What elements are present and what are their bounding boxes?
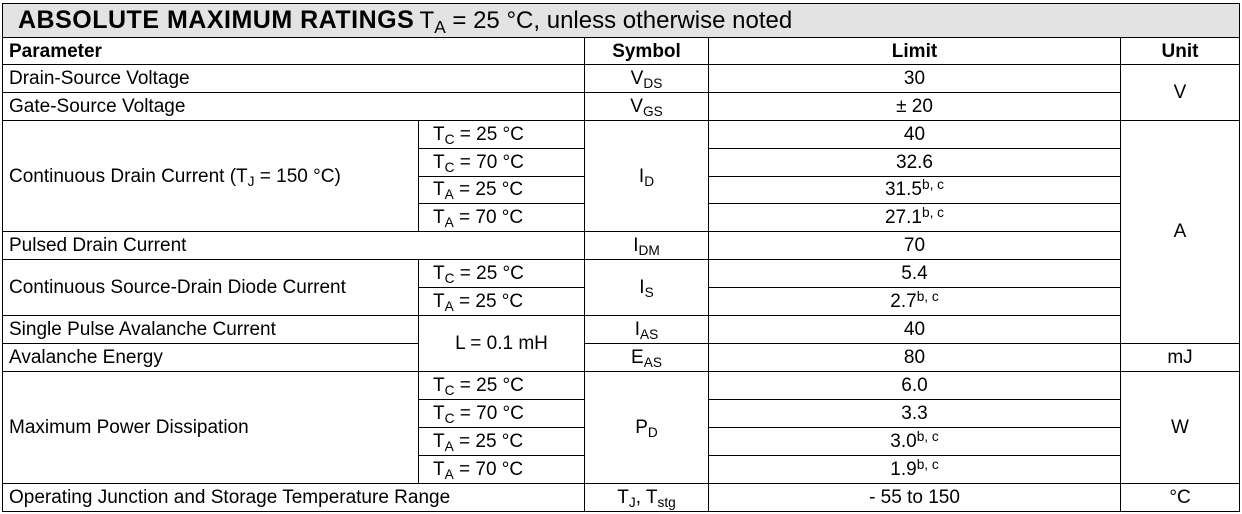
table-row <box>3 372 1240 400</box>
symbol-vds: $V_{DS}$ <box>585 64 709 92</box>
header-symbol: Symbol <box>585 38 709 64</box>
limit-vds: 30 <box>709 64 1121 92</box>
table-row <box>3 483 1240 511</box>
unit-volt: V <box>1121 64 1240 120</box>
condition-cell: $T_C = 70$ °C <box>419 148 585 176</box>
condition-cell: $T_A = 70$ °C <box>419 455 585 483</box>
param-drain-source-voltage: Drain-Source Voltage <box>3 64 585 92</box>
unit-watt: W <box>1121 372 1240 484</box>
condition-inductance: L = 0.1 mH <box>419 316 585 372</box>
param-single-pulse-avalanche-current: Single Pulse Avalanche Current <box>3 316 419 344</box>
limit-temperature-range: - 55 to 150 <box>709 483 1121 511</box>
table-row <box>3 344 1240 372</box>
unit-millijoule: mJ <box>1121 344 1240 372</box>
limit-eas: 80 <box>709 344 1121 372</box>
condition-cell: $T_C = 25$ °C <box>419 372 585 400</box>
table-title-condition: $T_A = 25$ °C, unless otherwise noted <box>419 7 793 38</box>
limit-cell: 31.5$^{b, c}$ <box>709 176 1121 204</box>
param-continuous-drain-current: Continuous Drain Current ($T_J = 150$ °C) <box>3 120 419 232</box>
table-row <box>3 92 1240 120</box>
limit-cell: 27.1$^{b, c}$ <box>709 204 1121 232</box>
limit-idm: 70 <box>709 232 1121 260</box>
symbol-eas: $E_{AS}$ <box>585 344 709 372</box>
symbol-idm: $I_{DM}$ <box>585 232 709 260</box>
param-gate-source-voltage: Gate-Source Voltage <box>3 92 585 120</box>
limit-cell: 40 <box>709 120 1121 148</box>
condition-cell: $T_C = 25$ °C <box>419 120 585 148</box>
limit-cell: 5.4 <box>709 260 1121 288</box>
symbol-id: $I_D$ <box>585 120 709 232</box>
limit-cell: 2.7$^{b, c}$ <box>709 288 1121 316</box>
symbol-ias: $I_{AS}$ <box>585 316 709 344</box>
param-junction-storage-temperature: Operating Junction and Storage Temperature Range <box>3 483 585 511</box>
symbol-tj-tstg: $T_J$, $T_{stg}$ <box>585 483 709 511</box>
condition-cell: $T_C = 70$ °C <box>419 400 585 428</box>
symbol-pd: $P_D$ <box>585 372 709 484</box>
limit-vgs: ± 20 <box>709 92 1121 120</box>
limit-cell: 3.0$^{b, c}$ <box>709 427 1121 455</box>
unit-celsius: °C <box>1121 483 1240 511</box>
table-title-main: ABSOLUTE MAXIMUM RATINGS <box>18 6 415 35</box>
limit-ias: 40 <box>709 316 1121 344</box>
table-row <box>3 232 1240 260</box>
symbol-is: $I_S$ <box>585 260 709 316</box>
condition-cell: $T_C = 25$ °C <box>419 260 585 288</box>
param-max-power-dissipation: Maximum Power Dissipation <box>3 372 419 484</box>
table-row <box>3 64 1240 92</box>
absolute-maximum-ratings-table <box>2 3 1240 512</box>
limit-cell: 32.6 <box>709 148 1121 176</box>
condition-cell: $T_A = 25$ °C <box>419 288 585 316</box>
table-row <box>3 316 1240 344</box>
condition-cell: $T_A = 25$ °C <box>419 176 585 204</box>
header-unit: Unit <box>1121 38 1240 64</box>
param-source-drain-diode-current: Continuous Source-Drain Diode Current <box>3 260 419 316</box>
param-avalanche-energy: Avalanche Energy <box>3 344 419 372</box>
limit-cell: 3.3 <box>709 400 1121 428</box>
header-parameter: Parameter <box>3 38 585 64</box>
table-row <box>3 260 1240 288</box>
table-title-row <box>3 4 1240 38</box>
header-limit: Limit <box>709 38 1121 64</box>
symbol-vgs: $V_{GS}$ <box>585 92 709 120</box>
condition-cell: $T_A = 25$ °C <box>419 427 585 455</box>
param-pulsed-drain-current: Pulsed Drain Current <box>3 232 585 260</box>
condition-cell: $T_A = 70$ °C <box>419 204 585 232</box>
table-title <box>3 4 1240 38</box>
table-row <box>3 120 1240 148</box>
header-row <box>3 38 1240 64</box>
limit-cell: 1.9$^{b, c}$ <box>709 455 1121 483</box>
unit-ampere: A <box>1121 120 1240 344</box>
limit-cell: 6.0 <box>709 372 1121 400</box>
